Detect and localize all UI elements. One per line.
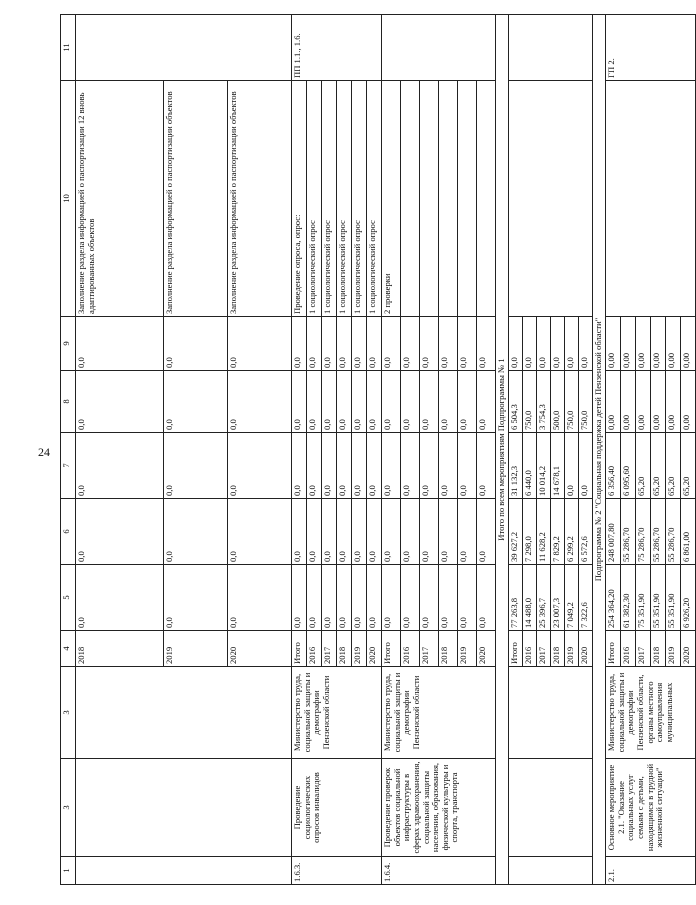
value-cell: 61 382,30 bbox=[621, 565, 636, 631]
rotated-page bbox=[60, 15, 691, 885]
header-cell: 7 bbox=[61, 433, 76, 499]
value-cell: 0,0 bbox=[439, 371, 458, 433]
value-cell: 55 286,70 bbox=[621, 499, 636, 565]
value-cell: 0,0 bbox=[477, 317, 496, 371]
year-cell: Итого bbox=[509, 631, 523, 667]
value-cell: 0,0 bbox=[228, 317, 292, 371]
value-cell: 6 440,0 bbox=[523, 433, 537, 499]
value-cell: 0,0 bbox=[352, 433, 367, 499]
value-cell: 0,0 bbox=[322, 371, 337, 433]
item-name: Основное мероприятие 2.1. "Оказание социальных услуг семьям с детьми, находящимся в трудной жизненной ситуации" bbox=[606, 759, 696, 857]
empty-cell bbox=[509, 857, 593, 885]
value-cell: 6 926,20 bbox=[681, 565, 696, 631]
value-cell: 0,0 bbox=[228, 433, 292, 499]
year-cell: 2016 bbox=[401, 631, 420, 667]
indicator-cell bbox=[439, 81, 458, 317]
value-cell: 0,0 bbox=[76, 371, 164, 433]
value-cell: 0,0 bbox=[565, 317, 579, 371]
value-cell: 0,0 bbox=[401, 499, 420, 565]
value-cell: 0,0 bbox=[322, 499, 337, 565]
item-number: 1.6.4. bbox=[382, 857, 496, 885]
value-cell: 6 504,3 bbox=[509, 371, 523, 433]
value-cell: 0,0 bbox=[337, 499, 352, 565]
indicator-cell: 1 социологический опрос bbox=[352, 81, 367, 317]
item-executor: Министерство труда, социальной защиты и демографии Пензенской области bbox=[382, 667, 496, 759]
value-cell: 0,0 bbox=[307, 317, 322, 371]
value-cell: 3 754,3 bbox=[537, 371, 551, 433]
value-cell: 0,0 bbox=[401, 371, 420, 433]
value-cell: 0,0 bbox=[551, 317, 565, 371]
value-cell: 0,0 bbox=[420, 317, 439, 371]
value-cell: 0,0 bbox=[228, 371, 292, 433]
value-cell: 750,0 bbox=[523, 371, 537, 433]
value-cell: 0,0 bbox=[382, 565, 401, 631]
value-cell: 0,00 bbox=[651, 317, 666, 371]
value-cell: 0,0 bbox=[537, 317, 551, 371]
value-cell: 11 628,2 bbox=[537, 499, 551, 565]
value-cell: 0,0 bbox=[439, 565, 458, 631]
value-cell: 0,0 bbox=[477, 565, 496, 631]
value-cell: 0,00 bbox=[681, 317, 696, 371]
value-cell: 248 007,80 bbox=[606, 499, 621, 565]
header-cell: 6 bbox=[61, 499, 76, 565]
value-cell: 0,0 bbox=[523, 317, 537, 371]
value-cell: 0,0 bbox=[458, 499, 477, 565]
year-cell: 2017 bbox=[322, 631, 337, 667]
value-cell: 7 829,2 bbox=[551, 499, 565, 565]
year-cell: 2018 bbox=[337, 631, 352, 667]
value-cell: 0,0 bbox=[164, 499, 228, 565]
value-cell: 23 007,3 bbox=[551, 565, 565, 631]
year-cell: Итого bbox=[382, 631, 401, 667]
value-cell: 500,0 bbox=[551, 371, 565, 433]
value-cell: 0,0 bbox=[401, 433, 420, 499]
value-cell: 0,0 bbox=[367, 433, 382, 499]
value-cell: 7 049,2 bbox=[565, 565, 579, 631]
indicator-cell bbox=[606, 81, 696, 317]
year-cell: 2017 bbox=[537, 631, 551, 667]
value-cell: 0,0 bbox=[292, 499, 307, 565]
value-cell: 0,0 bbox=[228, 565, 292, 631]
indicator-cell: 1 социологический опрос bbox=[307, 81, 322, 317]
value-cell: 65,20 bbox=[651, 433, 666, 499]
empty-cell bbox=[76, 15, 292, 81]
year-cell: 2017 bbox=[636, 631, 651, 667]
program-table bbox=[60, 14, 696, 885]
value-cell: 0,0 bbox=[420, 433, 439, 499]
value-cell: 0,0 bbox=[322, 433, 337, 499]
empty-cell bbox=[382, 15, 496, 81]
value-cell: 0,00 bbox=[636, 371, 651, 433]
value-cell: 7 322,6 bbox=[579, 565, 593, 631]
value-cell: 0,0 bbox=[401, 565, 420, 631]
value-cell: 0,00 bbox=[606, 317, 621, 371]
value-cell: 6 299,2 bbox=[565, 499, 579, 565]
header-cell: 3 bbox=[61, 667, 76, 759]
value-cell: 0,0 bbox=[439, 433, 458, 499]
value-cell: 0,0 bbox=[439, 317, 458, 371]
value-cell: 0,0 bbox=[307, 371, 322, 433]
table-row bbox=[606, 15, 621, 885]
indicator-cell: 1 социологический опрос bbox=[322, 81, 337, 317]
value-cell: 0,0 bbox=[307, 499, 322, 565]
value-cell: 0,0 bbox=[382, 371, 401, 433]
value-cell: 0,0 bbox=[477, 433, 496, 499]
indicator-cell: 1 социологический опрос bbox=[337, 81, 352, 317]
value-cell: 6 095,60 bbox=[621, 433, 636, 499]
value-cell: 0,0 bbox=[352, 317, 367, 371]
value-cell: 0,0 bbox=[292, 565, 307, 631]
table-row bbox=[76, 15, 164, 885]
year-cell: 2018 bbox=[439, 631, 458, 667]
value-cell: 0,0 bbox=[458, 433, 477, 499]
year-cell: 2020 bbox=[228, 631, 292, 667]
value-cell: 10 014,2 bbox=[537, 433, 551, 499]
indicator-cell bbox=[458, 81, 477, 317]
header-cell: 8 bbox=[61, 371, 76, 433]
value-cell: 14 488,0 bbox=[523, 565, 537, 631]
year-cell: 2019 bbox=[352, 631, 367, 667]
indicator-cell bbox=[401, 81, 420, 317]
header-cell: 10 bbox=[61, 81, 76, 317]
span-row bbox=[496, 15, 509, 885]
value-cell: 0,0 bbox=[420, 499, 439, 565]
header-cell: 11 bbox=[61, 15, 76, 81]
value-cell: 0,0 bbox=[76, 499, 164, 565]
value-cell: 0,0 bbox=[401, 317, 420, 371]
value-cell: 25 396,7 bbox=[537, 565, 551, 631]
year-cell: 2019 bbox=[164, 631, 228, 667]
item-executor: Министерство труда, социальной защиты и демографии Пензенской области bbox=[292, 667, 382, 759]
year-cell: 2020 bbox=[579, 631, 593, 667]
value-cell: 0,0 bbox=[164, 317, 228, 371]
value-cell: 0,0 bbox=[367, 317, 382, 371]
year-cell: Итого bbox=[292, 631, 307, 667]
value-cell: 0,0 bbox=[292, 433, 307, 499]
value-cell: 0,0 bbox=[579, 433, 593, 499]
value-cell: 0,0 bbox=[439, 499, 458, 565]
value-cell: 65,20 bbox=[666, 433, 681, 499]
value-cell: 0,0 bbox=[477, 371, 496, 433]
value-cell: 0,00 bbox=[606, 371, 621, 433]
value-cell: 39 627,2 bbox=[509, 499, 523, 565]
value-cell: 6 356,40 bbox=[606, 433, 621, 499]
empty-cell bbox=[76, 667, 292, 759]
header-cell: 1 bbox=[61, 857, 76, 885]
header-row bbox=[61, 15, 76, 885]
year-cell: 2016 bbox=[307, 631, 322, 667]
value-cell: 0,0 bbox=[367, 371, 382, 433]
value-cell: 0,0 bbox=[458, 317, 477, 371]
item-target: ПП 1.1., 1.6. bbox=[292, 15, 382, 81]
value-cell: 0,0 bbox=[565, 433, 579, 499]
empty-cell bbox=[509, 759, 593, 857]
indicator-cell: Проведение опроса, опрос: bbox=[292, 81, 307, 317]
header-cell: 3 bbox=[61, 759, 76, 857]
item-executor: Министерство труда, социальной защиты и демографии Пензенской области, органы местного самоуправления муниципальных bbox=[606, 667, 696, 759]
item-name: Проведение социологических опросов инвалидов bbox=[292, 759, 382, 857]
value-cell: 0,0 bbox=[337, 371, 352, 433]
value-cell: 0,00 bbox=[666, 371, 681, 433]
value-cell: 0,00 bbox=[636, 317, 651, 371]
value-cell: 0,00 bbox=[681, 371, 696, 433]
value-cell: 0,0 bbox=[76, 565, 164, 631]
value-cell: 0,0 bbox=[458, 565, 477, 631]
value-cell: 0,0 bbox=[420, 565, 439, 631]
year-cell: 2016 bbox=[523, 631, 537, 667]
empty-cell bbox=[76, 759, 292, 857]
value-cell: 55 351,90 bbox=[651, 565, 666, 631]
value-cell: 0,0 bbox=[337, 317, 352, 371]
value-cell: 55 286,70 bbox=[651, 499, 666, 565]
table-body bbox=[61, 15, 696, 885]
value-cell: 6 572,6 bbox=[579, 499, 593, 565]
value-cell: 55 351,90 bbox=[666, 565, 681, 631]
value-cell: 77 263,8 bbox=[509, 565, 523, 631]
value-cell: 0,0 bbox=[337, 433, 352, 499]
empty-cell bbox=[509, 81, 593, 317]
indicator-cell: Заполнение раздела информацией о паспортизации 12 вновь адаптированных объектов bbox=[76, 81, 164, 317]
value-cell: 0,0 bbox=[477, 499, 496, 565]
value-cell: 0,0 bbox=[509, 317, 523, 371]
item-name: Проведение проверок объектов социальной инфраструктуры в сферах здравоохранения, социальной защиты населения, образования, физической культуры и спорта, транспорта bbox=[382, 759, 496, 857]
value-cell: 0,0 bbox=[458, 371, 477, 433]
value-cell: 0,0 bbox=[352, 371, 367, 433]
value-cell: 0,0 bbox=[76, 433, 164, 499]
table-row bbox=[509, 15, 523, 885]
value-cell: 0,0 bbox=[579, 317, 593, 371]
value-cell: 0,0 bbox=[164, 565, 228, 631]
value-cell: 0,0 bbox=[420, 371, 439, 433]
page-number: 24 bbox=[38, 445, 50, 459]
value-cell: 6 861,00 bbox=[681, 499, 696, 565]
value-cell: 0,0 bbox=[382, 317, 401, 371]
value-cell: 0,0 bbox=[322, 565, 337, 631]
value-cell: 750,0 bbox=[565, 371, 579, 433]
empty-cell bbox=[509, 15, 593, 81]
value-cell: 0,0 bbox=[352, 499, 367, 565]
value-cell: 0,0 bbox=[367, 565, 382, 631]
value-cell: 7 298,0 bbox=[523, 499, 537, 565]
year-cell: 2018 bbox=[76, 631, 164, 667]
value-cell: 750,0 bbox=[579, 371, 593, 433]
value-cell: 0,0 bbox=[76, 317, 164, 371]
value-cell: 0,0 bbox=[164, 433, 228, 499]
value-cell: 0,0 bbox=[164, 371, 228, 433]
value-cell: 0,00 bbox=[621, 317, 636, 371]
value-cell: 0,0 bbox=[352, 565, 367, 631]
value-cell: 0,00 bbox=[621, 371, 636, 433]
indicator-cell: Заполнение раздела информацией о паспортизации объектов bbox=[164, 81, 228, 317]
indicator-cell: Заполнение раздела информацией о паспортизации объектов bbox=[228, 81, 292, 317]
indicator-cell: 1 социологический опрос bbox=[367, 81, 382, 317]
item-number: 2.1. bbox=[606, 857, 696, 885]
value-cell: 0,0 bbox=[382, 433, 401, 499]
empty-cell bbox=[76, 857, 292, 885]
value-cell: 0,0 bbox=[367, 499, 382, 565]
indicator-cell bbox=[420, 81, 439, 317]
value-cell: 0,00 bbox=[666, 317, 681, 371]
value-cell: 0,0 bbox=[382, 499, 401, 565]
value-cell: 0,0 bbox=[292, 371, 307, 433]
value-cell: 254 364,20 bbox=[606, 565, 621, 631]
year-cell: 2020 bbox=[367, 631, 382, 667]
year-cell: 2016 bbox=[621, 631, 636, 667]
year-cell: 2018 bbox=[551, 631, 565, 667]
value-cell: 0,00 bbox=[651, 371, 666, 433]
header-cell: 4 bbox=[61, 631, 76, 667]
section-title: Подпрограмма № 2 "Социальная поддержка детей Пензенской области" bbox=[593, 15, 606, 885]
header-cell: 9 bbox=[61, 317, 76, 371]
table-row bbox=[292, 15, 307, 885]
table-row bbox=[382, 15, 401, 885]
year-cell: 2018 bbox=[651, 631, 666, 667]
year-cell: 2017 bbox=[420, 631, 439, 667]
indicator-cell: 2 проверки bbox=[382, 81, 401, 317]
value-cell: 75 351,90 bbox=[636, 565, 651, 631]
item-number: 1.6.3. bbox=[292, 857, 382, 885]
value-cell: 65,20 bbox=[681, 433, 696, 499]
value-cell: 65,20 bbox=[636, 433, 651, 499]
year-cell: 2020 bbox=[681, 631, 696, 667]
value-cell: 0,0 bbox=[228, 499, 292, 565]
indicator-cell bbox=[477, 81, 496, 317]
year-cell: 2019 bbox=[458, 631, 477, 667]
span-row bbox=[593, 15, 606, 885]
year-cell: 2019 bbox=[565, 631, 579, 667]
value-cell: 31 132,3 bbox=[509, 433, 523, 499]
section-title: Итого по всем мероприятиям Подпрограммы № 1 bbox=[496, 15, 509, 885]
empty-cell bbox=[509, 667, 593, 759]
value-cell: 55 286,70 bbox=[666, 499, 681, 565]
item-target: ГП 2. bbox=[606, 15, 696, 81]
value-cell: 0,0 bbox=[292, 317, 307, 371]
year-cell: 2020 bbox=[477, 631, 496, 667]
value-cell: 14 678,1 bbox=[551, 433, 565, 499]
header-cell: 5 bbox=[61, 565, 76, 631]
value-cell: 0,0 bbox=[307, 565, 322, 631]
value-cell: 0,0 bbox=[337, 565, 352, 631]
year-cell: 2019 bbox=[666, 631, 681, 667]
value-cell: 0,0 bbox=[307, 433, 322, 499]
value-cell: 75 286,70 bbox=[636, 499, 651, 565]
year-cell: Итого bbox=[606, 631, 621, 667]
value-cell: 0,0 bbox=[322, 317, 337, 371]
